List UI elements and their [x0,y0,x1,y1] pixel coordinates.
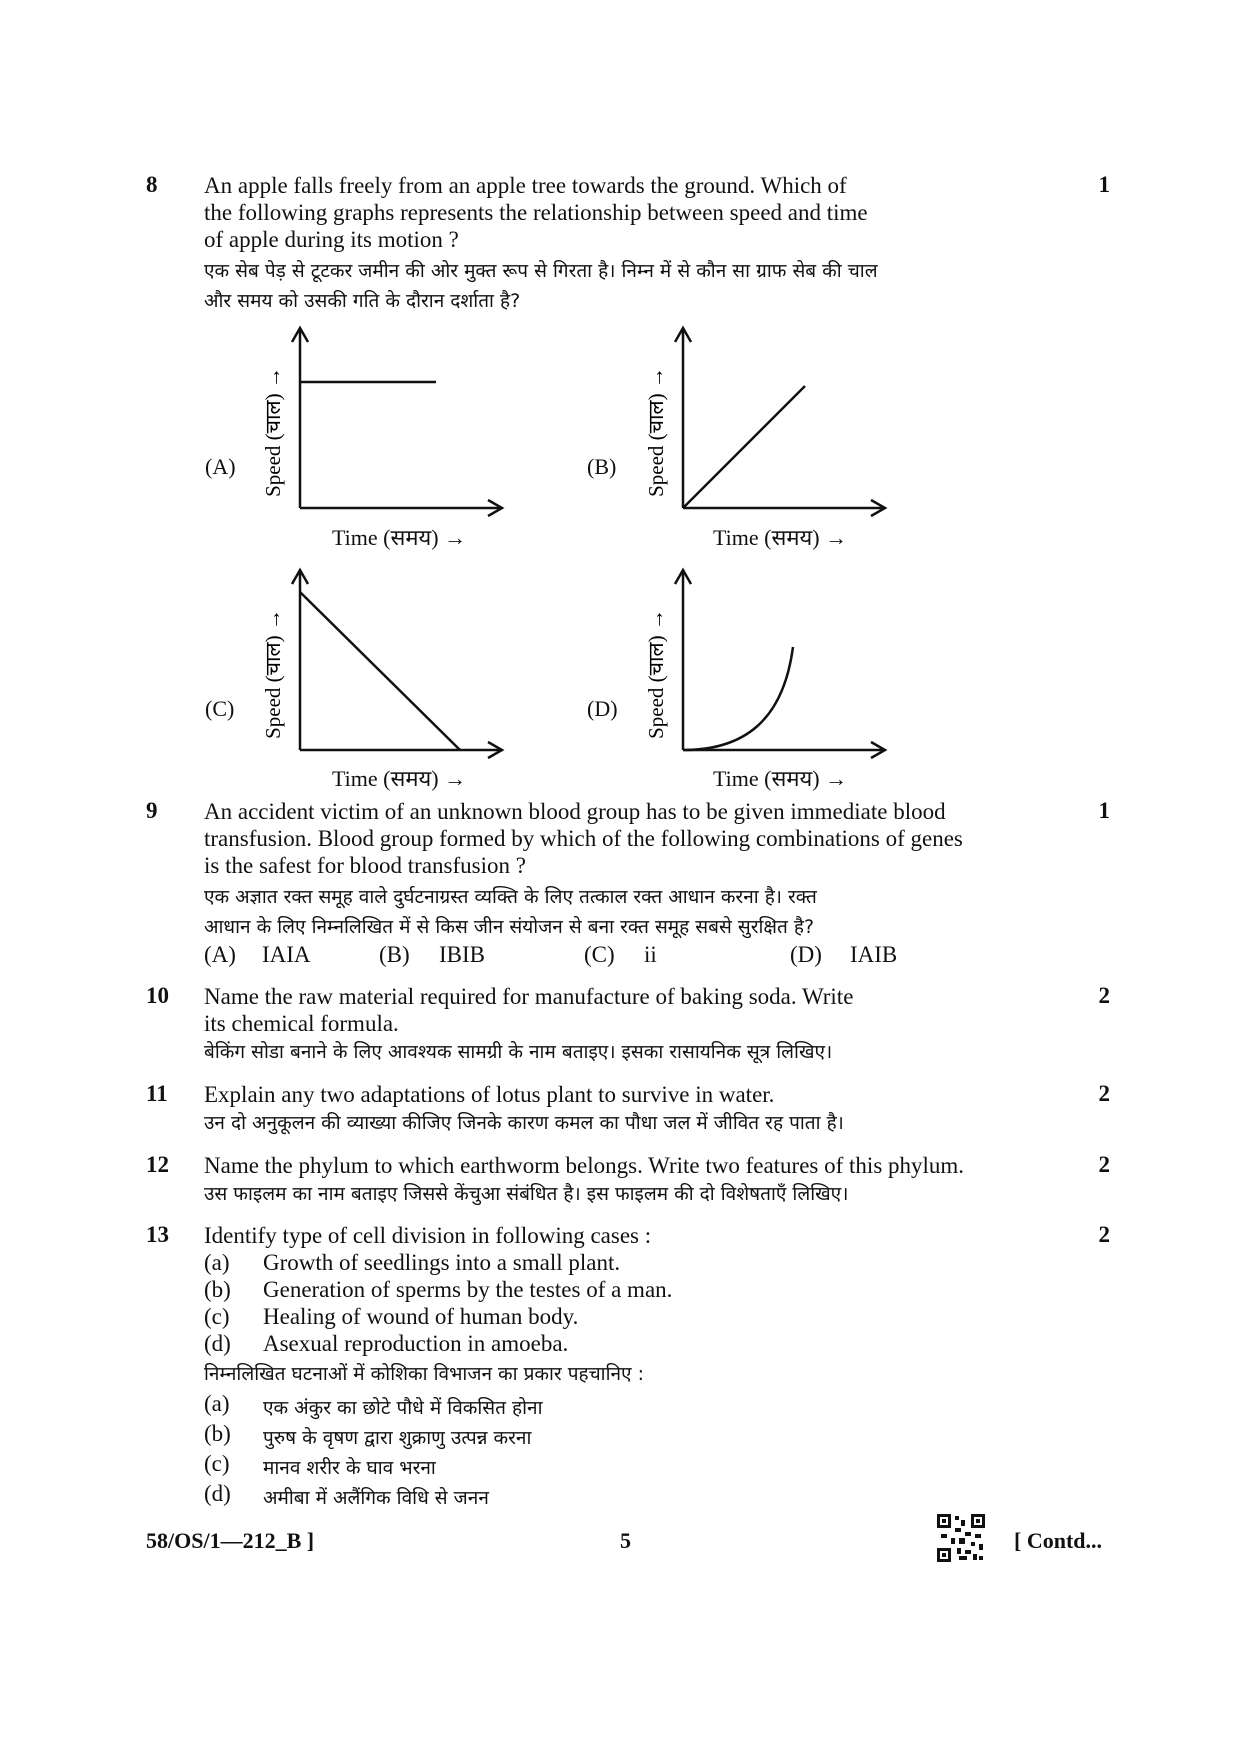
question-text-hindi [204,1108,844,1138]
sub-item-label: (b) [204,1421,231,1446]
option-d-text: IAIB [850,942,898,967]
question-text-english [204,798,963,879]
graph-b-label: (B) [587,454,617,479]
question-text-hindi [204,1037,832,1067]
question-marks: 1 [1098,172,1110,197]
graph-curve [683,386,805,508]
graph-a-xlabel: Time (समय) → [332,525,467,550]
text-line: आधान के लिए निम्नलिखित में से किस जीन संयोजन से बना रक्त समूह सबसे सुरक्षित है? [204,916,815,938]
text-line: of apple during its motion ? [204,227,459,252]
sub-item-text: Generation of sperms by the testes of a man. [263,1277,673,1302]
y-axis-label: Speed (चाल) → [644,609,668,739]
text-line: बेकिंग सोडा बनाने के लिए आवश्यक सामग्री के नाम बताइए। इसका रासायनिक सूत्र लिखिए। [204,1041,833,1063]
option-a-text: IAIA [262,942,311,967]
graph-c [250,562,510,782]
sub-item-label: (d) [204,1481,231,1506]
text-line: एक सेब पेड़ से टूटकर जमीन की ओर मुक्त रूप से गिरता है। निम्न में से कौन सा ग्राफ सेब की चाल [204,260,878,282]
sub-item-label: (c) [204,1304,230,1329]
text-line: Name the raw material required for manufacture of baking soda. Write [204,984,854,1009]
question-text-english [204,1081,774,1108]
text-line: the following graphs represents the relationship between speed and time [204,200,868,225]
sub-item-label: (d) [204,1331,231,1356]
sub-item-label: (a) [204,1391,230,1416]
graph-a [250,320,510,540]
graph-b-xlabel: Time (समय) → [713,525,848,550]
question-number: 13 [146,1222,169,1247]
graph-curve [300,592,460,750]
sub-item-text: पुरुष के वृषण द्वारा शुक्राणु उत्पन्न करना [263,1427,532,1449]
continued-label: [ Contd... [1014,1528,1103,1553]
option-b-label: (B) [379,942,410,967]
y-axis-label: Speed (चाल) → [261,367,285,497]
page-number: 5 [620,1528,631,1553]
sub-item-label: (a) [204,1250,230,1275]
sub-item-label: (b) [204,1277,231,1302]
text-line: transfusion. Blood group formed by which of the following combinations of genes [204,826,963,851]
y-axis-label: Speed (चाल) → [261,609,285,739]
question-number: 9 [146,798,158,823]
question-marks: 2 [1098,1152,1110,1177]
paper-code: 58/OS/1—212_B ] [146,1528,315,1553]
graph-c-label: (C) [205,696,235,721]
sub-item-text: मानव शरीर के घाव भरना [263,1457,436,1479]
graph-curve [683,647,793,750]
option-b-text: IBIB [439,942,485,967]
question-marks: 1 [1098,798,1110,823]
option-a-label: (A) [204,942,236,967]
question-text-hindi [204,1179,848,1209]
text-line: is the safest for blood transfusion ? [204,853,526,878]
sub-item-text: एक अंकुर का छोटे पौधे में विकसित होना [263,1397,543,1419]
question-marks: 2 [1098,983,1110,1008]
question-text-english [204,983,853,1037]
sub-item-text: Growth of seedlings into a small plant. [263,1250,621,1275]
sub-item-label: (c) [204,1451,230,1476]
graph-c-xlabel: Time (समय) → [332,766,467,791]
question-text-hindi [204,882,817,942]
graph-b [633,320,893,540]
text-line: An accident victim of an unknown blood group has to be given immediate blood [204,799,946,824]
option-d-label: (D) [790,942,822,967]
text-line: उन दो अनुकूलन की व्याख्या कीजिए जिनके कारण कमल का पौधा जल में जीवित रह पाता है। [204,1112,844,1134]
question-marks: 2 [1098,1222,1110,1247]
sub-item-text: अमीबा में अलैंगिक विधि से जनन [263,1487,489,1509]
question-text-hindi [204,256,878,316]
question-number: 12 [146,1152,169,1177]
text-line: उस फाइलम का नाम बताइए जिससे केंचुआ संबंधित है। इस फाइलम की दो विशेषताएँ लिखिए। [204,1183,849,1205]
qr-code-icon [937,1514,985,1562]
graph-d [633,562,893,782]
question-text-english [204,172,868,253]
question-number: 11 [146,1081,168,1106]
text-line: एक अज्ञात रक्त समूह वाले दुर्घटनाग्रस्त व्यक्ति के लिए तत्काल रक्त आधान करना है। रक्त [204,886,817,908]
text-line: और समय को उसकी गति के दौरान दर्शाता है? [204,290,521,312]
question-number: 10 [146,983,169,1008]
question-intro-english: Identify type of cell division in following cases : [204,1223,652,1248]
text-line: Name the phylum to which earthworm belongs. Write two features of this phylum. [204,1153,965,1178]
graph-a-label: (A) [205,454,236,479]
question-marks: 2 [1098,1081,1110,1106]
graph-d-label: (D) [587,696,618,721]
graph-d-xlabel: Time (समय) → [713,766,848,791]
option-c-label: (C) [584,942,615,967]
y-axis-label: Speed (चाल) → [644,367,668,497]
sub-item-text: Asexual reproduction in amoeba. [263,1331,569,1356]
text-line: Explain any two adaptations of lotus plant to survive in water. [204,1082,775,1107]
question-number: 8 [146,172,158,197]
option-c-text: ii [644,942,657,967]
question-intro-hindi: निम्नलिखित घटनाओं में कोशिका विभाजन का प्रकार पहचानिए : [204,1363,645,1385]
text-line: An apple falls freely from an apple tree towards the ground. Which of [204,173,847,198]
question-text-english [204,1152,964,1179]
text-line: its chemical formula. [204,1011,399,1036]
sub-item-text: Healing of wound of human body. [263,1304,579,1329]
